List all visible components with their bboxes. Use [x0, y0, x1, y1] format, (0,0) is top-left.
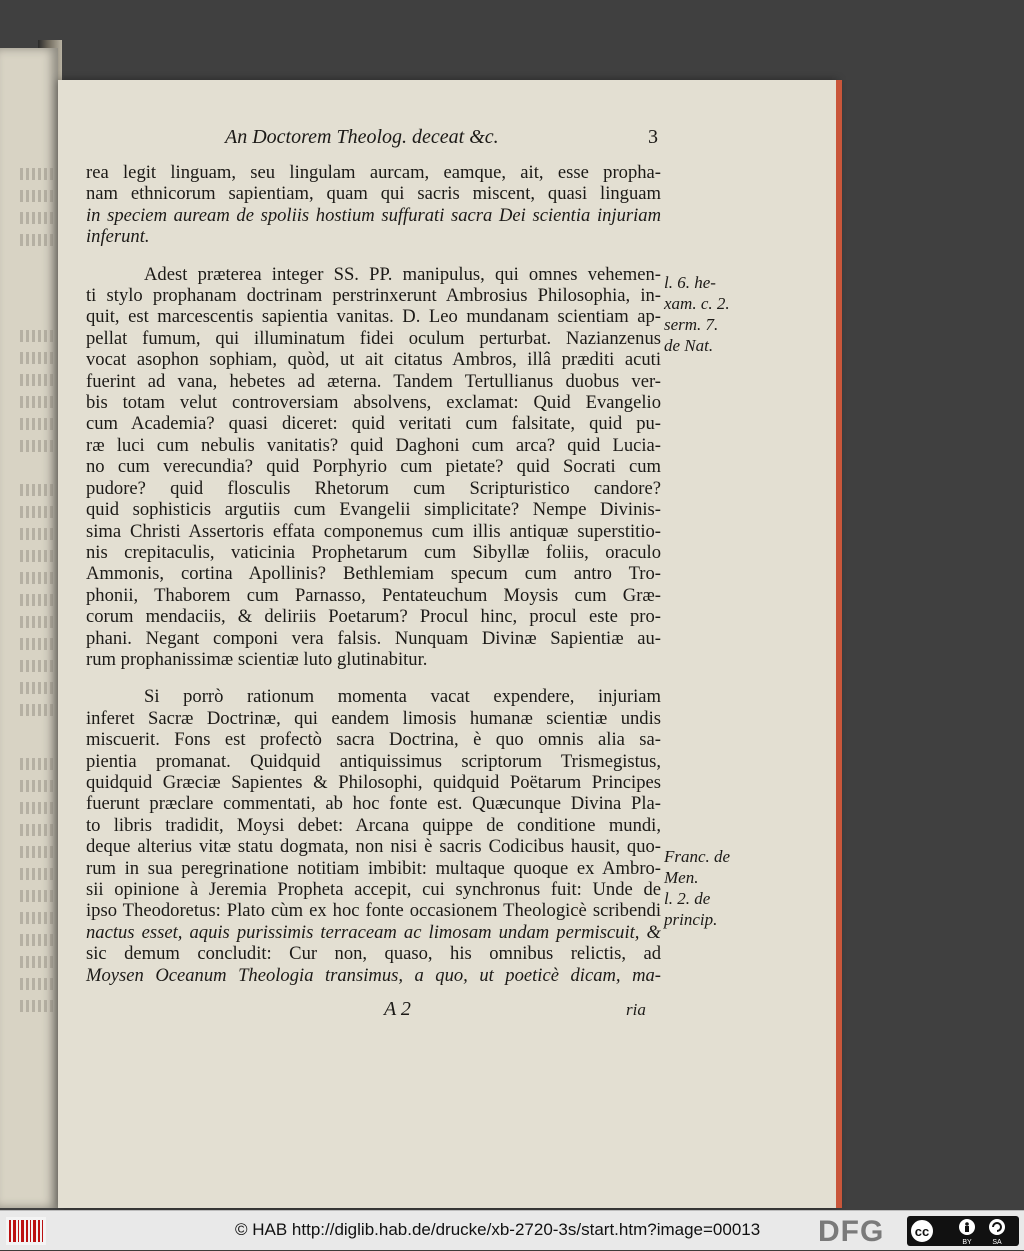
sa-label: SA [992, 1239, 1002, 1246]
margin-note-line: l. 2. de [664, 889, 711, 908]
dfg-logo: DFG [818, 1215, 885, 1248]
paragraph [86, 686, 661, 986]
text-line: nis crepitaculis, vaticinia Prophetarum cum Sibyllæ foliis, oraculo [86, 541, 661, 563]
text-line: quid sophisticis argutiis cum Evangelii simplicitate? Nempe Divinis- [86, 499, 661, 521]
text-line: cum Academia? quasi diceret: quid veritati cum falsitate, quid pu- [86, 413, 661, 435]
copyright-link[interactable]: © HAB http://diglib.hab.de/drucke/xb-2720-3s/start.htm?image=00013 [235, 1220, 761, 1239]
by-label: BY [962, 1239, 972, 1246]
text-line: Moysen Oceanum Theologia transimus, a quo, ut poeticè dicam, ma- [86, 964, 661, 986]
text-line: rum in sua peregrinatione notitiam imbibit: multaque quoque ex Ambro- [86, 857, 661, 879]
license-badge[interactable] [907, 1216, 1019, 1246]
text-line: in speciem auream de spoliis hostium suffurati sacra Dei scientia injuriam [86, 204, 661, 226]
text-line: rum prophanissimæ scientiæ luto glutinabitur. [86, 648, 428, 670]
page-number: 3 [648, 126, 658, 148]
text-line: pientia promanat. Quidquid antiquissimus scriptorum Trismegistus, [86, 750, 661, 772]
text-line: Adest præterea integer SS. PP. manipulus, qui omnes vehemen- [144, 263, 661, 285]
page-red-edge [836, 80, 842, 1208]
text-line: miscuerit. Fons est profectò sacra Doctrina, è quo omnis alia sa- [86, 729, 661, 751]
text-line: to libris tradidit, Moysi debet: Arcana quippe de conditione mundi, [86, 814, 661, 836]
text-line: ti stylo prophanam doctrinam perstrinxerunt Ambrosius Philosophia, in- [86, 285, 661, 307]
text-line: pudore? quid flosculis Rhetorum cum Scripturistico candore? [86, 477, 661, 499]
text-line: phonii, Thaborem cum Parnasso, Pentateuchum Moysis cum Græ- [86, 584, 661, 606]
text-line: inferet Sacræ Doctrinæ, qui eandem limosis humanæ scientiæ undis [86, 707, 661, 729]
signature-mark: A 2 [384, 998, 411, 1020]
text-line: nam ethnicorum sapientiam, quam qui sacris miscent, quasi linguam [86, 183, 661, 205]
text-line: vocat asophon sophiam, quòd, ut ait citatus Ambros, illâ præditi acuti [86, 349, 661, 371]
text-line: fuerint ad vana, hebetes ad æterna. Tandem Tertullianus duobus ver- [86, 370, 661, 392]
text-line: phani. Negant componi vera falsis. Nunquam Divinæ Sapientiæ au- [86, 627, 661, 649]
margin-note [664, 272, 730, 356]
margin-note-line: serm. 7. [664, 315, 719, 334]
text-line: ipso Theodoretus: Plato cùm ex hoc fonte occasionem Theologicè scribendi [86, 900, 661, 922]
footer-bar [0, 1210, 1024, 1250]
margin-note-line: xam. c. 2. [664, 294, 730, 313]
paragraph [86, 264, 661, 671]
barcode-icon [6, 1217, 46, 1245]
text-line: deque alterius vitæ statu dogmata, non nisi è sacris Codicibus hausit, quo- [86, 836, 661, 858]
text-line: inferunt. [86, 226, 150, 248]
text-line: fuerunt præclare commentati, ab hoc fonte est. Quæcunque Divina Pla- [86, 793, 661, 815]
text-line: bis totam velut controversiam absolvens, exclamat: Quid Evangelio [86, 392, 661, 414]
margin-note [664, 846, 730, 930]
svg-text:cc: cc [914, 1224, 930, 1239]
margin-note-line: Franc. de [664, 847, 731, 866]
text-line: rea legit linguam, seu lingulam aurcam, eamque, ait, esse propha- [86, 162, 661, 183]
text-line: Ammonis, cortina Apollinis? Bethlemiam specum cum antro Tro- [86, 563, 661, 585]
text-line: corum mendaciis, & deliriis Poetarum? Procul hinc, procul este pro- [86, 606, 661, 628]
catchword: ria [626, 1000, 646, 1019]
running-header [200, 124, 670, 154]
text-line: pellat fumum, qui illuminatum fidei oculum perturbat. Nazianzenus [86, 327, 661, 349]
text-line: quidquid Græciæ Sapientes & Philosophi, quidquid Poëtarum Principes [86, 771, 661, 793]
header-title: An Doctorem Theolog. deceat &c. [225, 126, 499, 148]
margin-note-line: princip. [664, 910, 718, 929]
text-line: no cum verecundia? quid Porphyrio cum pietate? quid Socrati cum [86, 456, 661, 478]
text-line: Si porrò rationum momenta vacat expendere, injuriam [144, 686, 661, 708]
text-line: sii opinione à Jeremia Propheta accepit, cui synchronus fuit: Unde de [86, 879, 661, 900]
margin-note-line: de Nat. [664, 336, 714, 355]
text-line: ræ luci cum nebulis vanitatis? quid Daghoni cum arca? quid Lucia- [86, 434, 661, 456]
text-line: sima Christi Assertoris effata componemus cum illis antiquæ superstitio- [86, 520, 661, 542]
margin-note-line: Men. [664, 868, 699, 887]
margin-note-line: l. 6. he- [664, 273, 716, 292]
cc-icon [907, 1216, 1019, 1246]
body-text [86, 162, 661, 986]
previous-page-edge [0, 48, 58, 1208]
paragraph [86, 162, 661, 248]
text-line: quit, est marcescentis sapientia vanitas. D. Leo mundanam scientiam ap- [86, 306, 661, 328]
text-line: sic demum concludit: Cur non, quaso, his omnibus relictis, ad [86, 943, 661, 965]
text-line: nactus esset, aquis purissimis terraceam ac limosam undam permiscuit, & [86, 921, 661, 943]
